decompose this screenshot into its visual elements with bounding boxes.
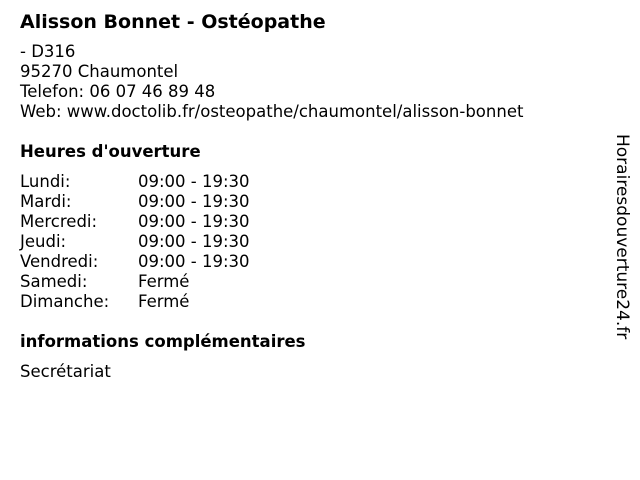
- hours-time: Fermé: [138, 272, 190, 291]
- website-link[interactable]: Web: www.doctolib.fr/osteopathe/chaumontel/alisson-bonnet: [20, 102, 524, 121]
- hours-time: 09:00 - 19:30: [138, 172, 250, 191]
- hours-row: [20, 192, 600, 212]
- hours-day: Mardi:: [20, 192, 72, 211]
- hours-day: Mercredi:: [20, 212, 98, 231]
- hours-time: 09:00 - 19:30: [138, 232, 250, 251]
- phone-number: Telefon: 06 07 46 89 48: [20, 82, 216, 101]
- hours-day: Jeudi:: [20, 232, 67, 251]
- business-name: Alisson Bonnet - Ostéopathe: [20, 11, 326, 33]
- hours-row: [20, 252, 600, 272]
- address-city: 95270 Chaumontel: [20, 62, 179, 81]
- site-watermark: Horairesdouverture24.fr: [612, 134, 632, 340]
- address-street: - D316: [20, 42, 76, 61]
- hours-row: [20, 232, 600, 252]
- hours-time: Fermé: [138, 292, 190, 311]
- hours-row: [20, 172, 600, 192]
- additional-info-text: Secrétariat: [20, 362, 111, 381]
- hours-time: 09:00 - 19:30: [138, 252, 250, 271]
- hours-row: [20, 292, 600, 312]
- opening-hours-table: [20, 172, 600, 312]
- hours-day: Vendredi:: [20, 252, 99, 271]
- business-listing: [20, 10, 600, 382]
- opening-hours-heading: Heures d'ouverture: [20, 142, 201, 161]
- hours-time: 09:00 - 19:30: [138, 212, 250, 231]
- hours-day: Dimanche:: [20, 292, 110, 311]
- hours-row: [20, 272, 600, 292]
- hours-time: 09:00 - 19:30: [138, 192, 250, 211]
- additional-info-heading: informations complémentaires: [20, 332, 306, 351]
- hours-day: Samedi:: [20, 272, 88, 291]
- hours-row: [20, 212, 600, 232]
- hours-day: Lundi:: [20, 172, 71, 191]
- contact-block: [20, 42, 600, 122]
